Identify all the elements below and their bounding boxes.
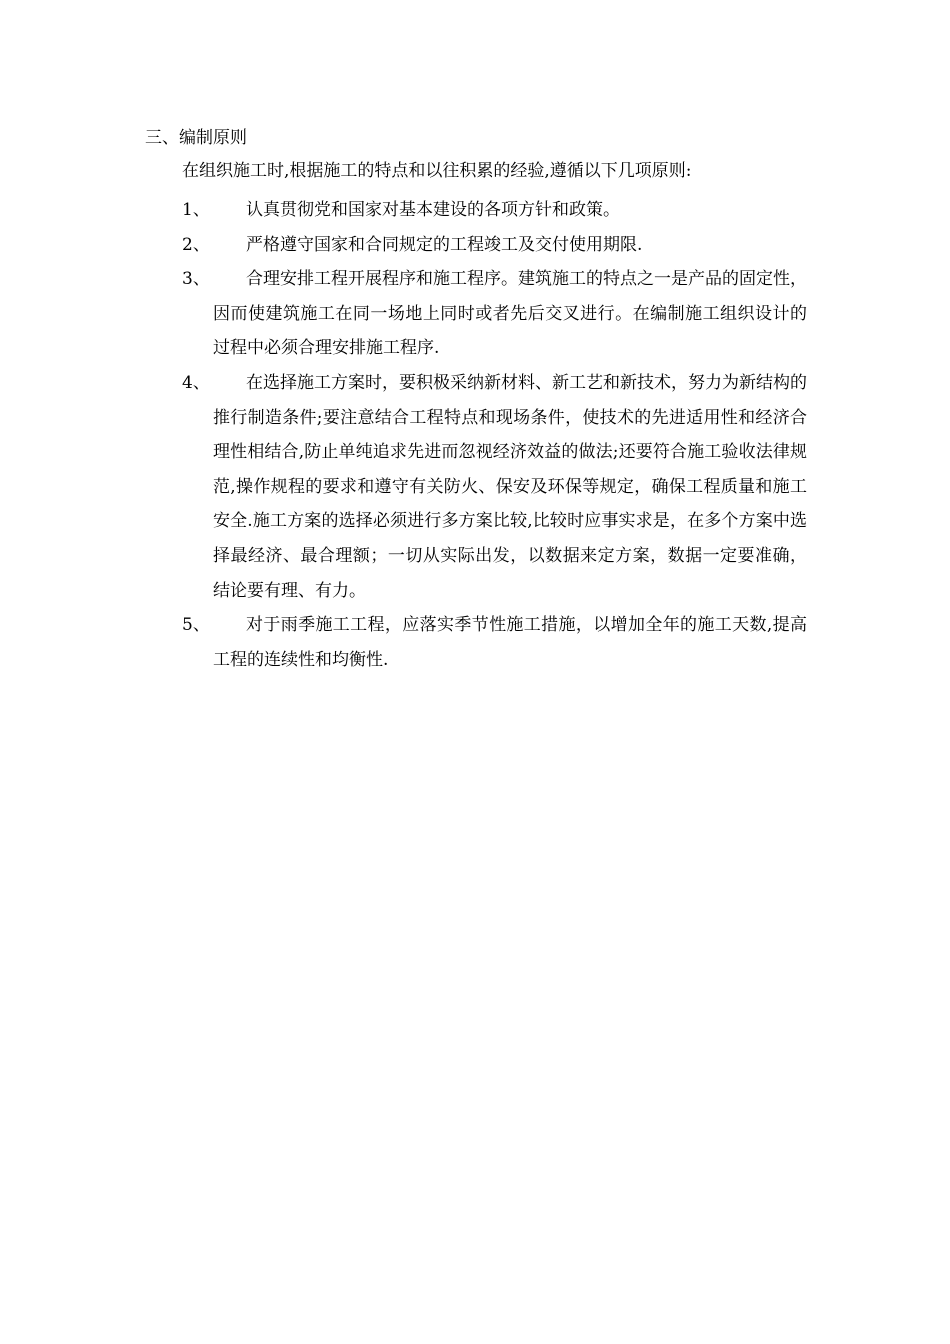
list-item xyxy=(182,366,807,608)
list-item-number: 2、 xyxy=(182,234,210,255)
list-item xyxy=(182,193,807,228)
intro-paragraph: 在组织施工时,根据施工的特点和以往积累的经验,遵循以下几项原则: xyxy=(182,161,692,181)
section-heading: 三、编制原则 xyxy=(145,128,247,148)
list-item-text: 在选择施工方案时，要积极采纳新材料、新工艺和新技术，努力为新结构的推行制造条件;要注意结合工程特点和现场条件，使技术的先进适用性和经济合理性相结合,防止单纯追求先进而忽视经济效益的做法;还要符合施工验收法律规范,操作规程的要求和遵守有关防火、保安及环保等规定，确保工程质量和施工安全.施工方案的选择必须进行多方案比较,比较时应事实求是，在多个方案中选择最经济、最合理额；一切从实际出发，以数据来定方案，数据一定要准确，结论要有理、有力。 xyxy=(213,372,807,601)
list-item-text: 合理安排工程开展程序和施工程序。建筑施工的特点之一是产品的固定性，因而使建筑施工在同一场地上同时或者先后交叉进行。在编制施工组织设计的过程中必须合理安排施工程序. xyxy=(213,269,807,359)
list-item xyxy=(182,262,807,366)
list-item-number: 4、 xyxy=(182,372,210,393)
list-item-text: 对于雨季施工工程，应落实季节性施工措施，以增加全年的施工天数,提高工程的连续性和均衡性. xyxy=(213,615,807,670)
list-item xyxy=(182,228,807,263)
list-item xyxy=(182,608,807,677)
list-item-text: 认真贯彻党和国家对基本建设的各项方针和政策。 xyxy=(246,200,620,220)
list-item-number: 5、 xyxy=(182,615,210,636)
principles-list xyxy=(182,193,807,677)
list-item-number: 1、 xyxy=(182,200,210,220)
list-item-number: 3、 xyxy=(182,269,210,290)
list-item-text: 严格遵守国家和合同规定的工程竣工及交付使用期限. xyxy=(246,234,643,255)
